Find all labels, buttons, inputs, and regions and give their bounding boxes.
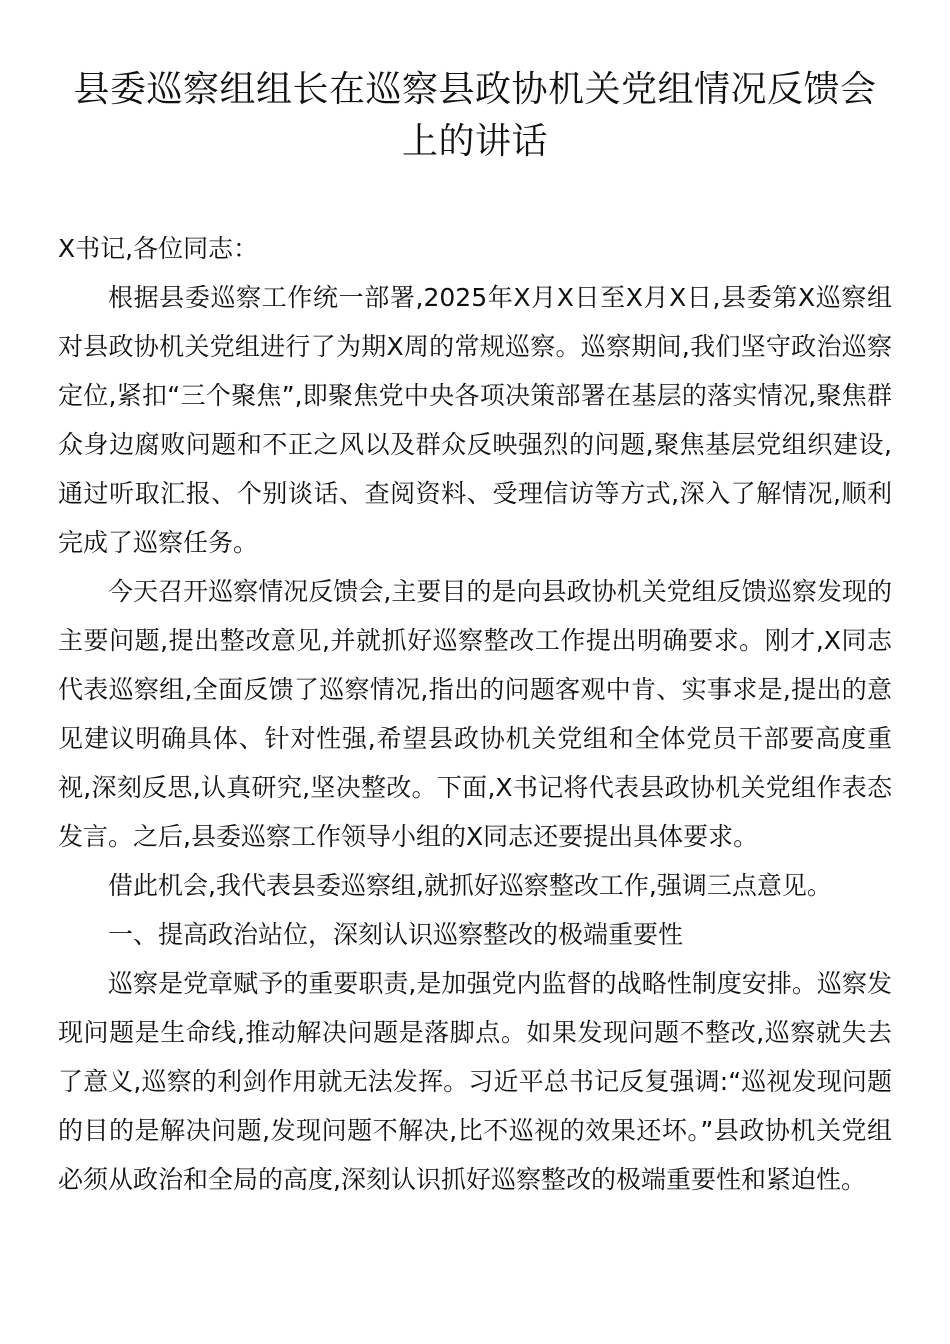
salutation: X书记,各位同志： [58, 234, 259, 263]
document-title: 县委巡察组组长在巡察县政协机关党组情况反馈会上的讲话 [73, 69, 877, 162]
section-heading-1: 一、提高政治站位，深刻认识巡察整改的极端重要性 [108, 920, 684, 949]
paragraph-intro: 根据县委巡察工作统一部署,2025年X月X日至X月X日,县委第X巡察组对县政协机关党组进行了为期X周的常规巡察。巡察期间,我们坚守政治巡察定位,紧扣“三个聚焦”,即聚焦党中央各项决策部署在基层的落实情况,聚焦群众身边腐败问题和不正之风以及群众反映强烈的问题,聚焦基层党组织建设,通过听取汇报、个别谈话、查阅资料、受理信访等方式,深入了解情况,顺利完成了巡察任务。 [58, 283, 892, 557]
paragraph-three-points: 借此机会,我代表县委巡察组,就抓好巡察整改工作,强调三点意见。 [108, 871, 832, 900]
paragraph-meeting-purpose: 今天召开巡察情况反馈会,主要目的是向县政协机关党组反馈巡察发现的主要问题,提出整改意见,并就抓好巡察整改工作提出明确要求。刚才,X同志代表巡察组,全面反馈了巡察情况,指出的问题客观中肯、实事求是,提出的意见建议明确具体、针对性强,希望县政协机关党组和全体党员干部要高度重视,深刻反思,认真研究,坚决整改。下面,X书记将代表县政协机关党组作表态发言。之后,县委巡察工作领导小组的X同志还要提出具体要求。 [58, 577, 892, 851]
paragraph-section-1: 巡察是党章赋予的重要职责,是加强党内监督的战略性制度安排。巡察发现问题是生命线,推动解决问题是落脚点。如果发现问题不整改,巡察就失去了意义,巡察的利剑作用就无法发挥。习近平总书记反复强调:“巡视发现问题的目的是解决问题,发现问题不解决,比不巡视的效果还坏。”县政协机关党组必须从政治和全局的高度,深刻认识抓好巡察整改的极端重要性和紧迫性。 [58, 969, 892, 1194]
